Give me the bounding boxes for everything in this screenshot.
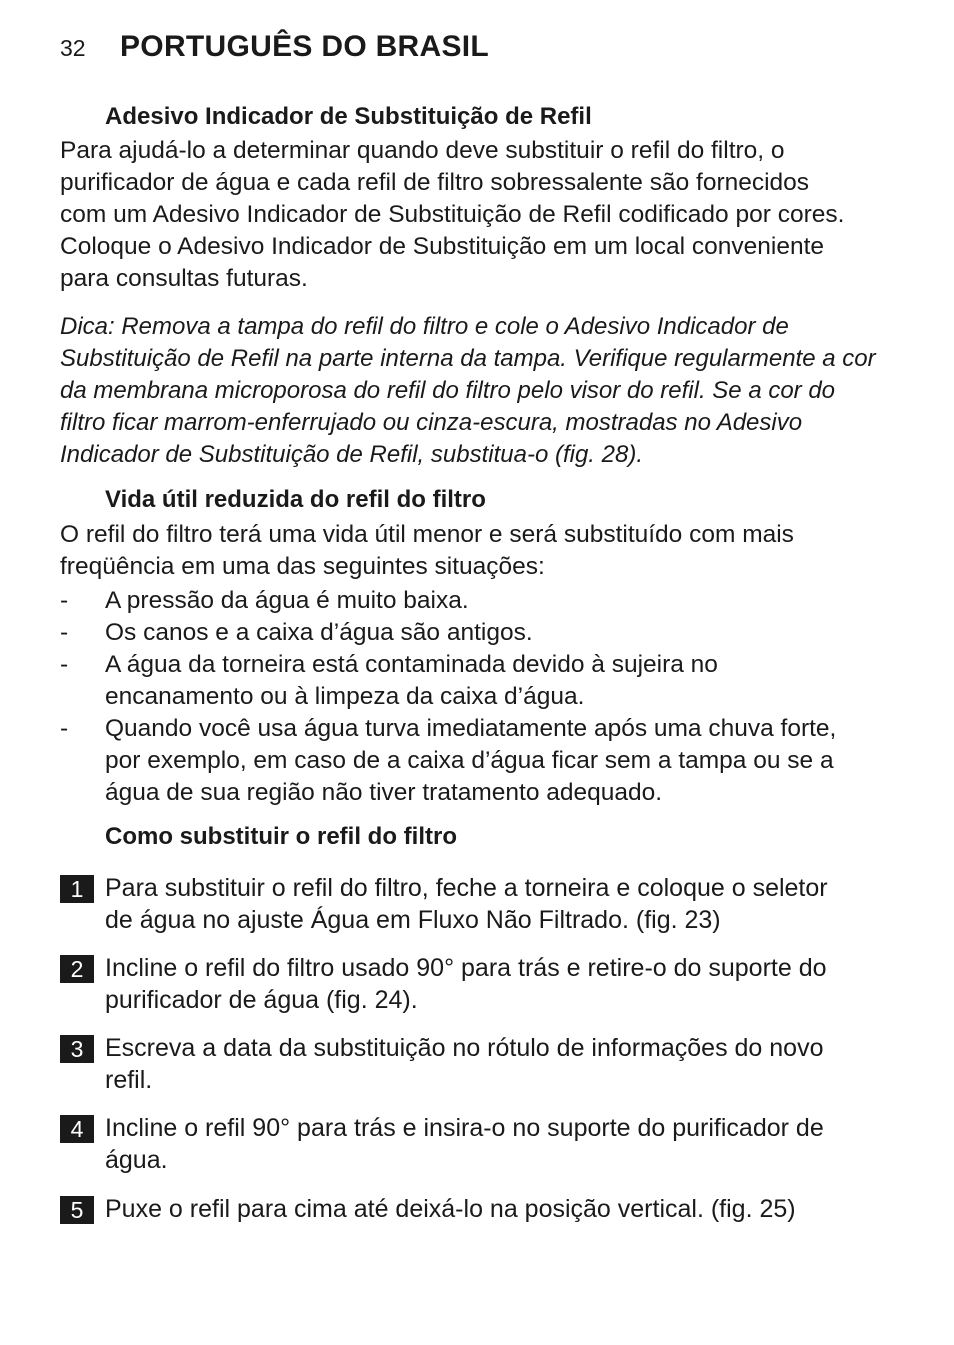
step-number-badge: 5: [60, 1196, 94, 1224]
list-item-line: A água da torneira está contaminada devido à sujeira no: [105, 651, 718, 678]
bullet-dash: -: [60, 715, 69, 742]
list-item: [60, 585, 920, 617]
tip-line: Indicador de Substituição de Refil, substitua-o (fig. 28).: [60, 441, 643, 468]
list-item-line: encanamento ou à limpeza da caixa d’água.: [105, 683, 585, 710]
step-number-badge: 4: [60, 1115, 94, 1143]
step-line: Escreva a data da substituição no rótulo de informações do novo: [105, 1034, 824, 1062]
step-4: [60, 1112, 920, 1176]
step-line: água.: [105, 1146, 168, 1174]
list-item-line: por exemplo, em caso de a caixa d’água ficar sem a tampa ou se a: [105, 747, 834, 774]
section-title-reduced-life: Vida útil reduzida do refil do filtro: [105, 486, 486, 513]
paragraph-line: freqüência em uma das seguintes situações:: [60, 553, 545, 580]
step-line: purificador de água (fig. 24).: [105, 986, 418, 1014]
list-item-line: Os canos e a caixa d’água são antigos.: [105, 619, 533, 646]
step-number-badge: 1: [60, 875, 94, 903]
replacement-sticker-paragraph: [60, 135, 900, 295]
step-text: [105, 1032, 824, 1096]
step-line: refil.: [105, 1066, 153, 1094]
tip-line: da membrana microporosa do refil do filtro pelo visor do refil. Se a cor do: [60, 377, 836, 404]
step-1: [60, 872, 920, 936]
step-text: [105, 1112, 824, 1176]
step-line: de água no ajuste Água em Fluxo Não Filtrado. (fig. 23): [105, 906, 721, 934]
step-text: [105, 872, 828, 936]
step-2: [60, 952, 920, 1016]
page-number: 32: [60, 35, 86, 61]
page-header: [60, 30, 489, 64]
paragraph-line: Para ajudá-lo a determinar quando deve substituir o refil do filtro, o: [60, 137, 785, 164]
paragraph-line: O refil do filtro terá uma vida útil menor e será substituído com mais: [60, 521, 794, 548]
bullet-dash: -: [60, 619, 69, 646]
paragraph-line: para consultas futuras.: [60, 265, 308, 292]
reduced-life-paragraph: [60, 519, 900, 583]
tip-line: Dica: Remova a tampa do refil do filtro e cole o Adesivo Indicador de: [60, 313, 789, 340]
step-line: Incline o refil do filtro usado 90° para trás e retire-o do suporte do: [105, 954, 827, 982]
paragraph-line: com um Adesivo Indicador de Substituição de Refil codificado por cores.: [60, 201, 845, 228]
tip-paragraph: [60, 311, 900, 471]
step-line: Incline o refil 90° para trás e insira-o no suporte do purificador de: [105, 1114, 824, 1142]
page-title: PORTUGUÊS DO BRASIL: [120, 30, 490, 63]
bullet-dash: -: [60, 587, 69, 614]
tip-line: Substituição de Refil na parte interna da tampa. Verifique regularmente a cor: [60, 345, 876, 372]
step-5: [60, 1193, 920, 1225]
list-item: [60, 713, 920, 809]
step-line: Para substituir o refil do filtro, feche a torneira e coloque o seletor: [105, 874, 828, 902]
section-title-replacement-sticker: Adesivo Indicador de Substituição de Refil: [105, 103, 592, 130]
section-title-how-to-replace: Como substituir o refil do filtro: [105, 823, 457, 850]
step-number-badge: 3: [60, 1035, 94, 1063]
step-number-badge: 2: [60, 955, 94, 983]
list-item-line: água de sua região não tiver tratamento adequado.: [105, 779, 663, 806]
step-text: [105, 1193, 796, 1225]
step-line: Puxe o refil para cima até deixá-lo na posição vertical. (fig. 25): [105, 1195, 796, 1223]
paragraph-line: purificador de água e cada refil de filtro sobressalente são fornecidos: [60, 169, 810, 196]
paragraph-line: Coloque o Adesivo Indicador de Substituição em um local conveniente: [60, 233, 825, 260]
bullet-dash: -: [60, 651, 69, 678]
tip-line: filtro ficar marrom-enferrujado ou cinza-escura, mostradas no Adesivo: [60, 409, 803, 436]
list-item: [60, 649, 920, 713]
step-3: [60, 1032, 920, 1096]
list-item-line: Quando você usa água turva imediatamente após uma chuva forte,: [105, 715, 837, 742]
situations-list: [60, 585, 920, 809]
list-item: [60, 617, 920, 649]
step-text: [105, 952, 827, 1016]
list-item-line: A pressão da água é muito baixa.: [105, 587, 469, 614]
